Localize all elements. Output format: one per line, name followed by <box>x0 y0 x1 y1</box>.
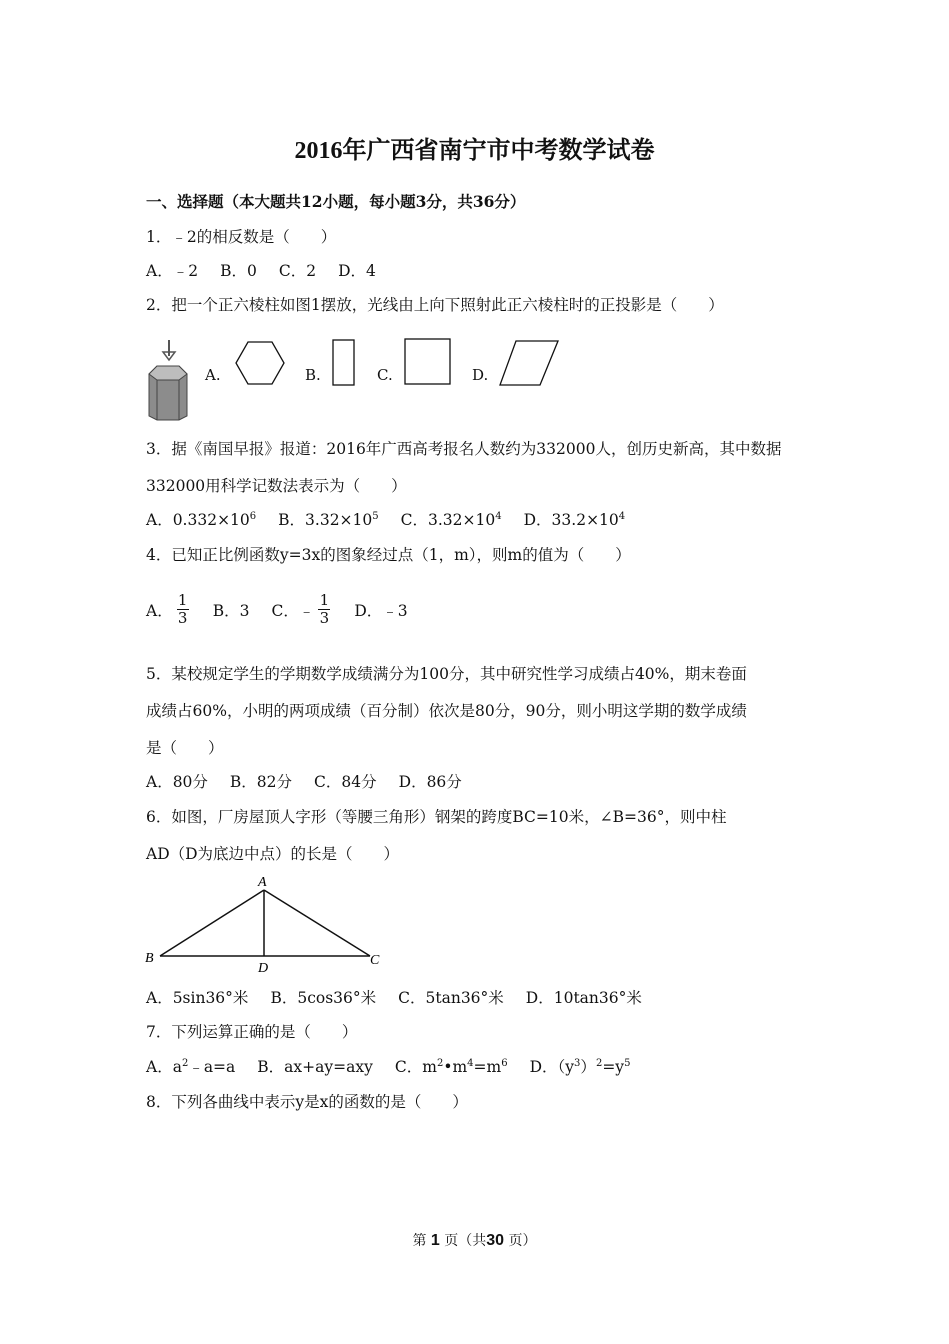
q3-options <box>146 508 647 530</box>
vertex-c-label: C <box>370 953 380 968</box>
q3-option-b: B．$3.32\times 10^5$ <box>278 510 379 529</box>
q3-option-d: D．$33.2\times 10^4$ <box>523 510 626 529</box>
q6-stem-line2: AD（D为底边中点）的长是（ ） <box>146 845 400 863</box>
q3-stem-line2: 332000用科学记数法表示为（ ） <box>146 477 407 495</box>
q6-stem-line1: 6．如图，厂房屋顶人字形（等腰三角形）钢架的跨度BC=10米，∠B=36°，则中柱 <box>146 808 727 826</box>
square-option-shape <box>404 338 452 386</box>
total-pages: 30 <box>486 1232 505 1249</box>
q1-option-d: D．4 <box>338 262 376 280</box>
vertex-d-label: D <box>258 961 269 975</box>
q5-option-d: D．86分 <box>398 773 462 791</box>
q6-option-c: C．5tan36°米 <box>398 989 504 1007</box>
narrow-rectangle-option-shape <box>332 339 356 387</box>
hexagonal-prism-figure <box>143 338 193 424</box>
q7-option-a: A．$a^2﹣a=a$ <box>146 1057 236 1076</box>
q4-options <box>146 592 408 627</box>
q5-stem-line2: 成绩占60%，小明的两项成绩（百分制）依次是80分，90分，则小明这学期的数学成绩 <box>146 702 747 720</box>
q5-option-a: A．80分 <box>146 773 208 791</box>
q1-options <box>146 259 398 281</box>
q2-label-c: C. <box>377 366 393 384</box>
q6-options <box>146 986 664 1008</box>
q4-option-b: B．3 <box>212 601 250 620</box>
q2-label-b: B. <box>305 366 321 384</box>
parallelogram-option-shape <box>498 339 560 387</box>
q7-option-c: C．$m^2•m^4=m^6$ <box>394 1057 508 1076</box>
fraction-one-third: $\frac{1}{3}$ <box>177 591 188 627</box>
q7-options <box>146 1055 652 1077</box>
q1-stem: 1．﹣2的相反数是（ ） <box>146 228 337 246</box>
q3-stem-line1: 3．据《南国早报》报道：2016年广西高考报名人数约为332000人，创历史新高，其中数据 <box>146 440 782 458</box>
q8-stem: 8．下列各曲线中表示y是x的函数的是（ ） <box>146 1093 468 1111</box>
page-number: 1 <box>430 1232 440 1249</box>
q5-stem-line3: 是（ ） <box>146 739 224 757</box>
q2-label-a: A. <box>205 366 221 384</box>
q4-option-d: D．﹣3 <box>354 601 408 620</box>
vertex-a-label: A <box>258 875 267 890</box>
q5-stem-line1: 5．某校规定学生的学期数学成绩满分为100分，其中研究性学习成绩占40%，期末卷面 <box>146 665 747 683</box>
q3-option-a: A．$0.332\times 10^6$ <box>146 510 257 529</box>
q7-option-d: D．$(y^3)^2=y^5$ <box>529 1057 631 1076</box>
triangle-abc-figure <box>142 870 387 975</box>
q7-option-b: B．ax+ay=axy <box>257 1058 373 1076</box>
hexagon-option-shape <box>234 340 286 386</box>
q6-option-a: A．5sin36°米 <box>146 989 249 1007</box>
q1-option-b: B．0 <box>220 262 257 280</box>
q5-options <box>146 770 484 792</box>
q2-label-d: D. <box>472 366 489 384</box>
q5-option-c: C．84分 <box>314 773 377 791</box>
q2-stem: 2．把一个正六棱柱如图1摆放，光线由上向下照射此正六棱柱时的正投影是（ ） <box>146 296 724 314</box>
page-title: 2016年广西省南宁市中考数学试卷 <box>294 138 655 164</box>
page-footer: 第 1 页（共30 页） <box>412 1232 537 1249</box>
q7-stem: 7．下列运算正确的是（ ） <box>146 1023 358 1041</box>
q4-option-c: C．﹣ $\frac{1}{3}$ <box>271 591 330 627</box>
vertex-b-label: B <box>145 951 154 966</box>
q4-option-a: A． $\frac{1}{3}$ <box>146 591 188 627</box>
q1-option-a: A．﹣2 <box>146 262 199 280</box>
q6-option-d: D．10tan36°米 <box>525 989 642 1007</box>
fraction-one-third: $\frac{1}{3}$ <box>319 591 330 627</box>
q3-option-c: C．$3.32\times 10^4$ <box>400 510 502 529</box>
section-heading: 一、选择题（本大题共12小题，每小题3分，共36分） <box>146 192 526 211</box>
q6-option-b: B．5cos36°米 <box>270 989 377 1007</box>
q1-option-c: C．2 <box>278 262 317 280</box>
q4-stem: 4．已知正比例函数y=3x的图象经过点（1，m），则m的值为（ ） <box>146 546 631 564</box>
q5-option-b: B．82分 <box>229 773 293 791</box>
